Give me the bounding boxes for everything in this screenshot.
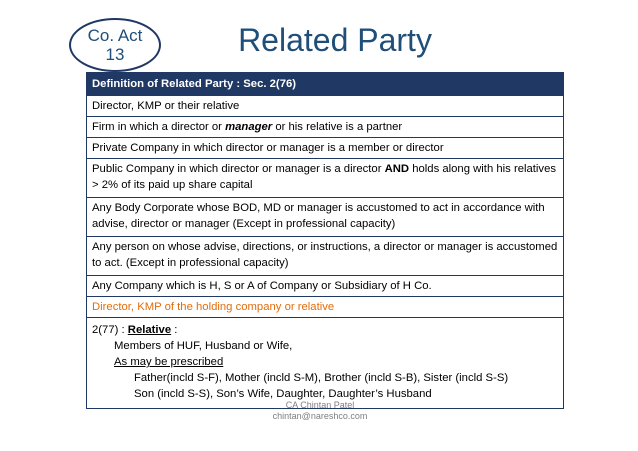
row-text: Public Company in which director or manager is a director xyxy=(92,163,385,175)
relative-colon: : xyxy=(171,324,178,336)
emphasis-manager: manager xyxy=(225,121,273,133)
table-row-private-company: Private Company in which director or manager is a member or director xyxy=(87,137,563,158)
table-row-holding-company: Director, KMP of the holding company or relative xyxy=(87,296,563,317)
table-header: Definition of Related Party : Sec. 2(76) xyxy=(87,73,563,95)
badge-line-1: Co. Act xyxy=(87,26,143,45)
table-row-public-company xyxy=(87,158,563,197)
slide-title: Related Party xyxy=(238,22,432,58)
footer-email: chintan@nareshco.com xyxy=(272,411,368,421)
section-ref: 2(77) : xyxy=(92,324,128,336)
relative-prescribed-wrap xyxy=(92,354,558,370)
definition-table xyxy=(86,72,564,409)
relative-children: Son (incld S-S), Son’s Wife, Daughter, Daughter’s Husband xyxy=(134,388,432,400)
table-row-director-kmp: Director, KMP or their relative xyxy=(87,95,563,116)
table-row-relative xyxy=(87,317,563,408)
footer-name: CA Chintan Patel xyxy=(285,400,355,410)
relative-huf: Members of HUF, Husband or Wife, xyxy=(114,340,293,352)
table-row-firm xyxy=(87,116,563,137)
table-row-any-company: Any Company which is H, S or A of Company or Subsidiary of H Co. xyxy=(87,275,563,296)
relative-label: Relative xyxy=(127,324,172,336)
relative-heading xyxy=(92,322,558,338)
row-text: or his relative is a partner xyxy=(272,121,403,133)
badge-line-2: 13 xyxy=(105,45,125,64)
emphasis-and: AND xyxy=(384,163,410,175)
act-badge xyxy=(69,18,161,72)
table-row-body-corporate: Any Body Corporate whose BOD, MD or manager is accustomed to act in accordance with advise, director or manager (Except in professional capacity) xyxy=(87,197,563,236)
row-text: Firm in which a director or xyxy=(92,121,226,133)
slide-footer xyxy=(230,400,410,422)
row-text: holds along with his relatives > 2% of its paid up share capital xyxy=(92,163,557,191)
table-row-any-person: Any person on whose advise, directions, or instructions, a director or manager is accustomed to act. (Except in professional capacity) xyxy=(87,236,563,275)
relative-parents-siblings: Father(incld S-F), Mother (incld S-M), Brother (incld S-B), Sister (incld S-S) xyxy=(134,372,509,384)
relative-prescribed: As may be prescribed xyxy=(114,356,224,368)
